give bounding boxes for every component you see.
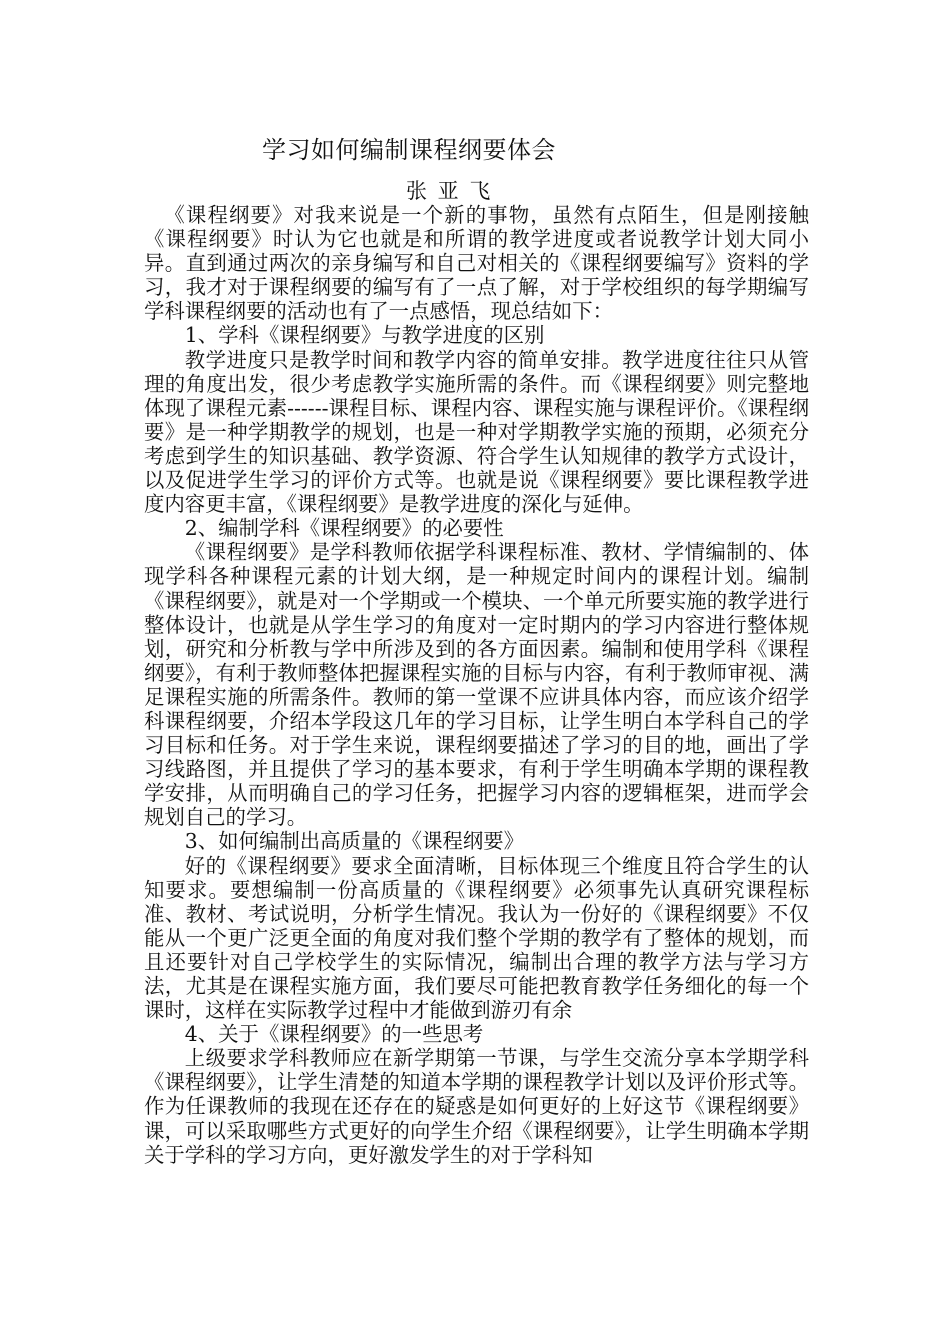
- section-paragraph-3: 好的《课程纲要》要求全面清晰，目标体现三个维度且符合学生的认知要求。要想编制一份高质量的《课程纲要》必须事先认真研究课程标准、教材、考试说明，分析学生情况。我认为一份好的《课程纲要》不仅能从一个更广泛更全面的角度对我们整个学期的教学有了整体的规划，而且还要针对自己学校学生的实际情况，编制出合理的教学方法与学习方法，尤其是在课程实施方面，我们要尽可能把教育教学任务细化的每一个课时，这样在实际教学过程中才能做到游刃有余: [144, 853, 809, 1023]
- intro-paragraph: 《课程纲要》对我来说是一个新的事物，虽然有点陌生，但是刚接触《课程纲要》时认为它也就是和所谓的教学进度或者说教学计划大同小异。直到通过两次的亲身编写和自己对相关的《课程纲要编写》资料的学习，我才对于课程纲要的编写有了一点了解，对于学校组织的每学期编写学科课程纲要的活动也有了一点感悟，现总结如下：: [144, 203, 809, 324]
- document-title: 学习如何编制课程纲要体会: [262, 136, 556, 164]
- author-name: 张 亚 飞: [406, 179, 491, 203]
- section-heading-4: 4、关于《课程纲要》的一些思考: [184, 1022, 484, 1047]
- section-heading-1: 1、学科《课程纲要》与教学进度的区别: [184, 323, 545, 348]
- section-heading-3: 3、如何编制出高质量的《课程纲要》: [184, 829, 525, 854]
- section-heading-2: 2、编制学科《课程纲要》的必要性: [184, 516, 504, 541]
- section-paragraph-4: 上级要求学科教师应在新学期第一节课，与学生交流分享本学期学科《课程纲要》，让学生清楚的知道本学期的课程教学计划以及评价形式等。作为任课教师的我现在还存在的疑惑是如何更好的上好这节《课程纲要》课，可以采取哪些方式更好的向学生介绍《课程纲要》，让学生明确本学期关于学科的学习方向，更好激发学生的对于学科知: [144, 1046, 809, 1167]
- document-body: [144, 203, 809, 1167]
- section-paragraph-2: 《课程纲要》是学科教师依据学科课程标准、教材、学情编制的、体现学科各种课程元素的计划大纲，是一种规定时间内的课程计划。编制《课程纲要》，就是对一个学期或一个模块、一个单元所要实施的教学进行整体设计，也就是从学生学习的角度对一定时期内的学习内容进行整体规划，研究和分析教与学中所涉及到的各方面因素。编制和使用学科《课程纲要》，有利于教师整体把握课程实施的目标与内容，有利于教师审视、满足课程实施的所需条件。教师的第一堂课不应讲具体内容，而应该介绍学科课程纲要，介绍本学段这几年的学习目标，让学生明白本学科自己的学习目标和任务。对于学生来说，课程纲要描述了学习的目的地，画出了学习线路图，并且提供了学习的基本要求，有利于学生明确本学期的课程教学安排，从而明确自己的学习任务，把握学习内容的逻辑框架，进而学会规划自己的学习。: [144, 540, 809, 830]
- section-paragraph-1: 教学进度只是教学时间和教学内容的简单安排。教学进度往往只从管理的角度出发，很少考虑教学实施所需的条件。而《课程纲要》则完整地体现了课程元素------课程目标、课程内容、课程实施与课程评价。《课程纲要》是一种学期教学的规划，也是一种对学期教学实施的预期，必须充分考虑到学生的知识基础、教学资源、符合学生认知规律的教学方式设计，以及促进学生学习的评价方式等。也就是说《课程纲要》要比课程教学进度内容更丰富，《课程纲要》是教学进度的深化与延伸。: [144, 347, 809, 517]
